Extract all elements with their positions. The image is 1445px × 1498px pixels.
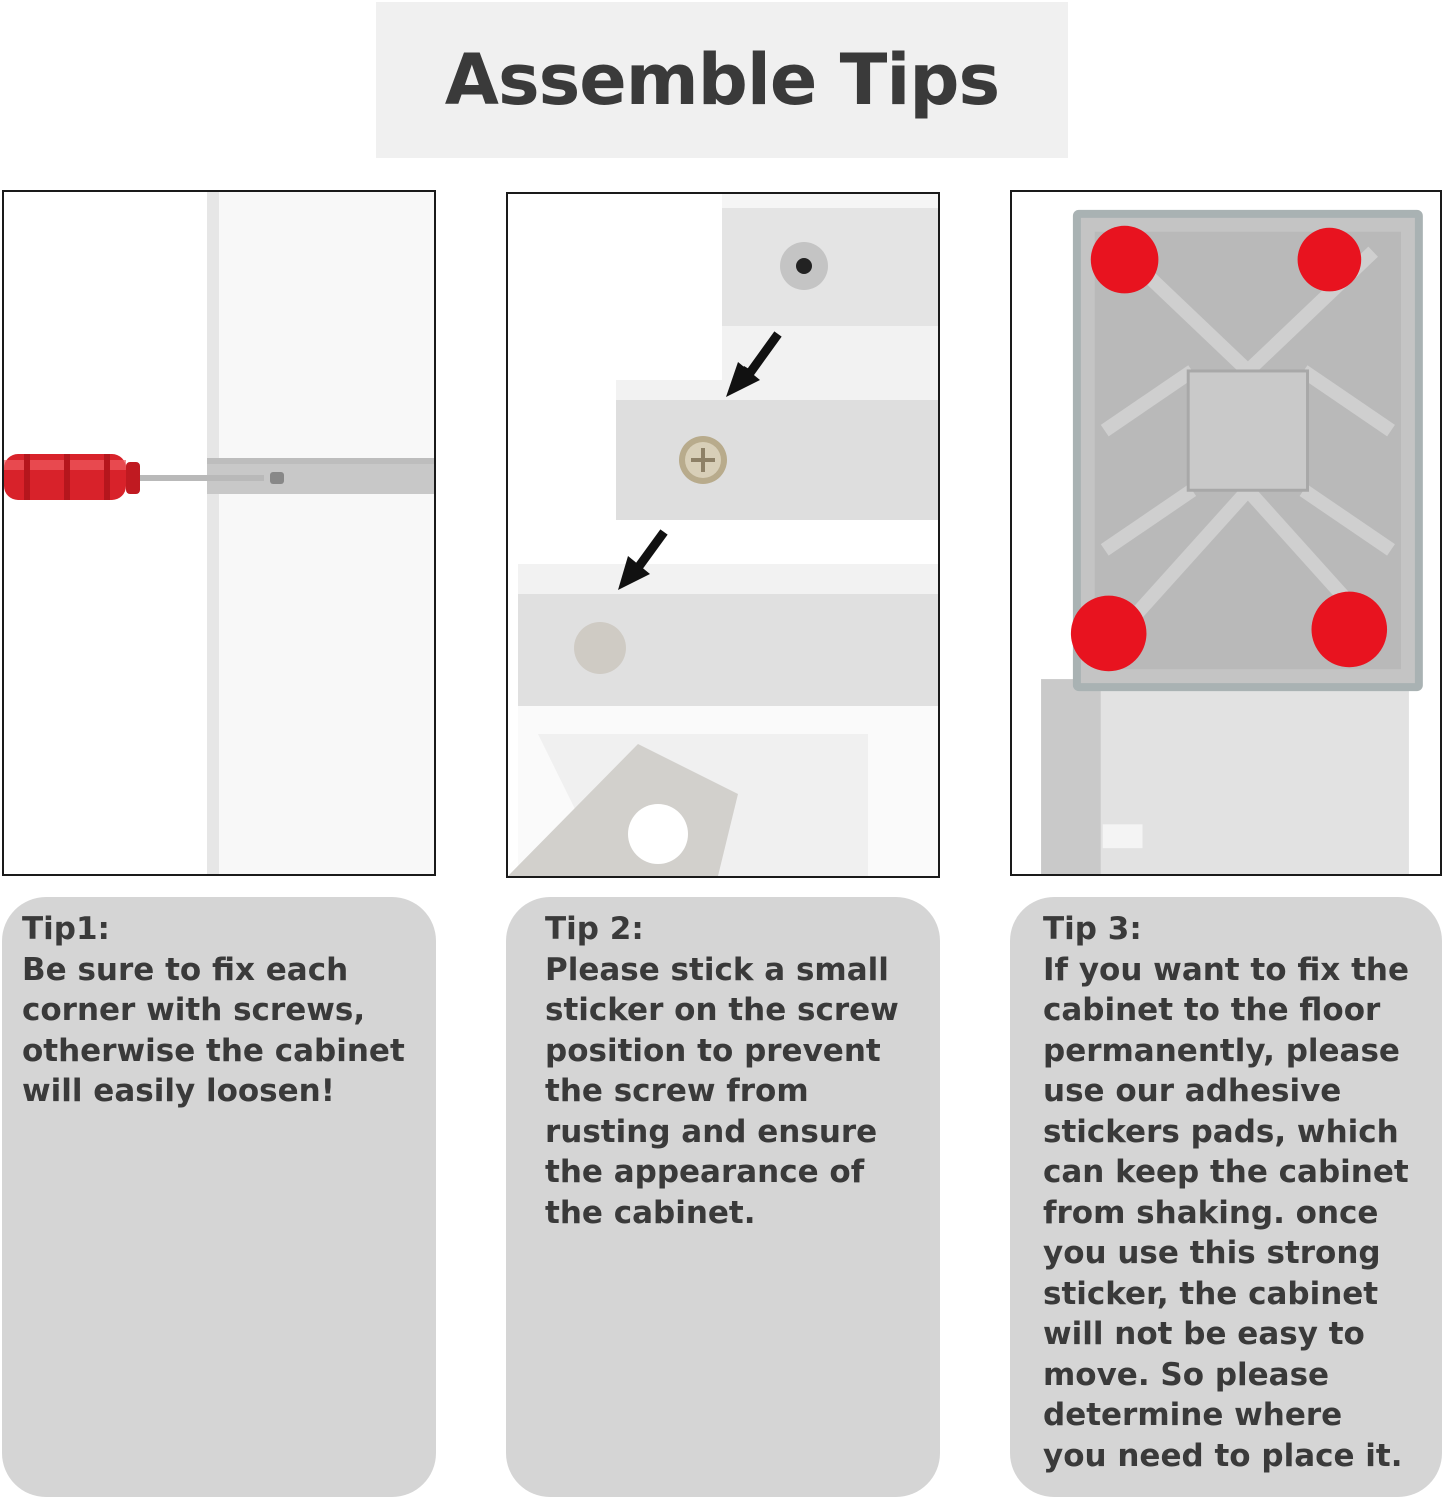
red-pad-icon <box>1071 596 1147 672</box>
tip3-card <box>1010 897 1442 1497</box>
tip3-label: Tip 3: <box>1043 911 1142 947</box>
tip3-photo <box>1010 190 1442 876</box>
tip1-photo <box>2 190 436 876</box>
tip1-text: Be sure to fix each corner with screws, otherwise the cabinet will easily loosen! <box>22 951 405 1109</box>
red-pad-icon <box>1298 228 1362 292</box>
page-title: Assemble Tips <box>444 39 1000 121</box>
red-pad-icon <box>1091 226 1159 294</box>
tip2-label: Tip 2: <box>545 911 644 947</box>
tip2-text: Please stick a small sticker on the screw position to prevent the screw from rusting and ensure the appearance of the cabinet. <box>545 951 899 1231</box>
tip2-card <box>506 897 940 1497</box>
tip1-label: Tip1: <box>22 911 110 947</box>
red-pad-icon <box>1311 592 1387 668</box>
tip3-text: If you want to fix the cabinet to the floor permanently, please use our adhesive stickers pads, which can keep the cabinet from shaking. once you use this strong sticker, the cabinet will not be easy to move. So please determine where you need to place it. <box>1043 951 1410 1474</box>
tip2-photo <box>506 192 940 878</box>
title-banner <box>376 2 1068 158</box>
tip1-card <box>2 897 436 1497</box>
